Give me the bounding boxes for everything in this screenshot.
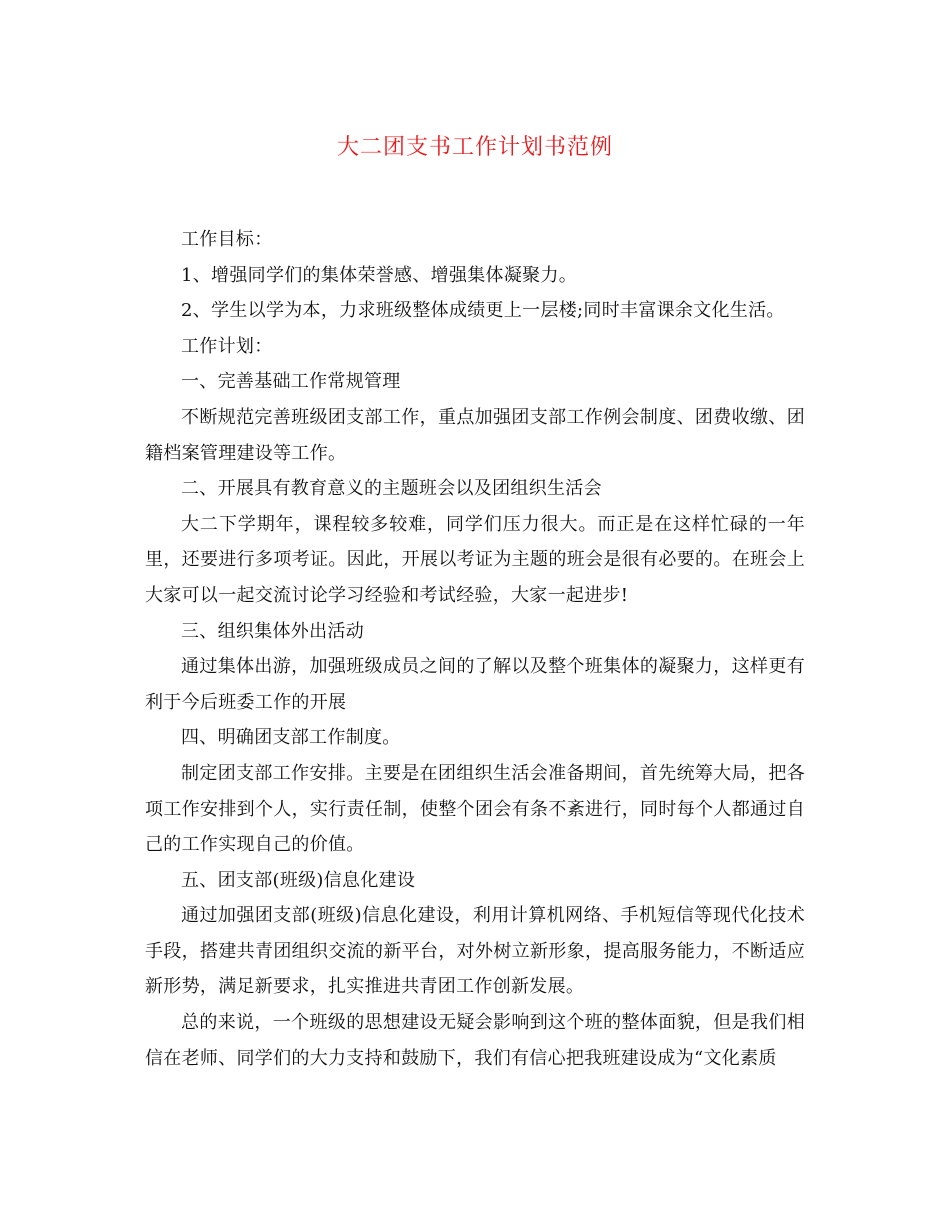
paragraph-section-3-heading: 三、组织集体外出活动 <box>181 620 364 642</box>
paragraph-goals-heading: 工作目标： <box>181 229 273 250</box>
paragraph-goal-2: 2、学生以学为本，力求班级整体成绩更上一层楼;同时丰富课余文化生活。 <box>181 300 785 322</box>
paragraph-section-1-heading: 一、完善基础工作常规管理 <box>181 371 401 393</box>
document-body <box>145 222 805 1076</box>
paragraph-conclusion: 总的来说，一个班级的思想建设无疑会影响到这个班的整体面貌，但是我们相信在老师、同学们的大力支持和鼓励下，我们有信心把我班建设成为“文化素质 <box>145 1012 805 1069</box>
paragraph-section-5-body: 通过加强团支部(班级)信息化建设，利用计算机网络、手机短信等现代化技术手段，搭建共青团组织交流的新平台，对外树立新形象，提高服务能力，不断适应新形势，满足新要求，扎实推进共青团工作创新发展。 <box>145 905 805 998</box>
paragraph-section-5-heading: 五、团支部(班级)信息化建设 <box>181 869 416 891</box>
paragraph-section-2-body: 大二下学期年，课程较多较难，同学们压力很大。而正是在这样忙碌的一年里，还要进行多项考证。因此，开展以考证为主题的班会是很有必要的。在班会上大家可以一起交流讨论学习经验和考试经验，大家一起进步! <box>145 513 805 606</box>
paragraph-section-1-body: 不断规范完善班级团支部工作，重点加强团支部工作例会制度、团费收缴、团籍档案管理建设等工作。 <box>145 406 805 464</box>
paragraph-section-2-heading: 二、开展具有教育意义的主题班会以及团组织生活会 <box>181 478 602 500</box>
paragraph-plan-heading: 工作计划： <box>181 335 273 357</box>
paragraph-goal-1: 1、增强同学们的集体荣誉感、增强集体凝聚力。 <box>181 264 578 286</box>
paragraph-section-4-body: 制定团支部工作安排。主要是在团组织生活会准备期间，首先统筹大局，把各项工作安排到个人，实行责任制，使整个团会有条不紊进行，同时每个人都通过自己的工作实现自己的价值。 <box>145 762 805 856</box>
paragraph-section-4-heading: 四、明确团支部工作制度。 <box>181 727 401 749</box>
document-title: 大二团支书工作计划书范例 <box>336 135 613 160</box>
paragraph-section-3-body: 通过集体出游，加强班级成员之间的了解以及整个班集体的凝聚力，这样更有利于今后班委工作的开展 <box>145 656 805 713</box>
